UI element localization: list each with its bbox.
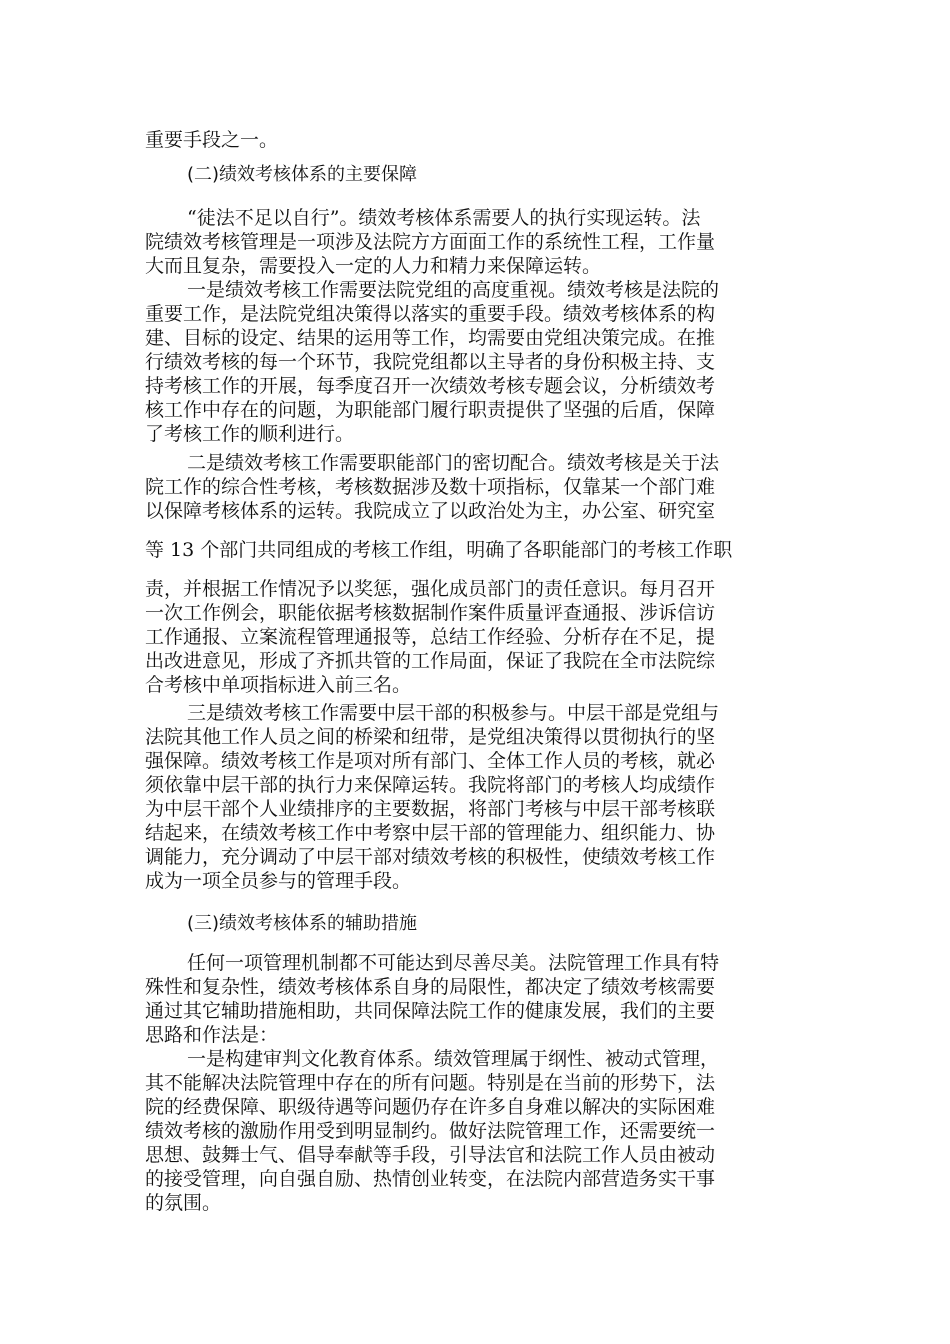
paragraph-line: 院工作的综合性考核，考核数据涉及数十项指标，仅靠某一个部门难 [145, 476, 716, 498]
paragraph-line: 一是绩效考核工作需要法院党组的高度重视。绩效考核是法院的 [187, 279, 720, 301]
paragraph-line: 任何一项管理机制都不可能达到尽善尽美。法院管理工作具有特 [187, 952, 720, 974]
paragraph-line: 一是构建审判文化教育体系。绩效管理属于纲性、被动式管理， [187, 1048, 720, 1070]
paragraph-line: 二是绩效考核工作需要职能部门的密切配合。绩效考核是关于法 [187, 452, 720, 474]
paragraph-line: 建、目标的设定、结果的运用等工作，均需要由党组决策完成。在推 [145, 327, 716, 349]
paragraph-line: 绩效考核的激励作用受到明显制约。做好法院管理工作，还需要统一 [145, 1120, 716, 1142]
paragraph-line: 其不能解决法院管理中存在的所有问题。特别是在当前的形势下，法 [145, 1072, 716, 1094]
paragraph-line: 大而且复杂，需要投入一定的人力和精力来保障运转。 [145, 255, 602, 277]
paragraph-line: 殊性和复杂性，绩效考核体系自身的局限性，都决定了绩效考核需要 [145, 976, 716, 998]
paragraph-line: 调能力，充分调动了中层干部对绩效考核的积极性，使绩效考核工作 [145, 846, 716, 868]
section-heading: (三)绩效考核体系的辅助措施 [187, 913, 418, 934]
paragraph-line: 责，并根据工作情况予以奖惩，强化成员部门的责任意识。每月召开 [145, 578, 716, 600]
paragraph-line: 了考核工作的顺利进行。 [145, 423, 355, 445]
paragraph-line: 重要手段之一。 [145, 129, 279, 151]
paragraph-line: 工作通报、立案流程管理通报等，总结工作经验、分析存在不足，提 [145, 626, 716, 648]
paragraph-line: 的接受管理，向自强自励、热情创业转变，在法院内部营造务实干事 [145, 1168, 716, 1190]
paragraph-line: 院绩效考核管理是一项涉及法院方方面面工作的系统性工程，工作量 [145, 231, 716, 253]
paragraph-line: 核工作中存在的问题，为职能部门履行职责提供了坚强的后盾，保障 [145, 399, 716, 421]
paragraph-line: 结起来，在绩效考核工作中考察中层干部的管理能力、组织能力、协 [145, 822, 716, 844]
paragraph-line: “徒法不足以自行”。绩效考核体系需要人的执行实现运转。法 [187, 207, 701, 229]
paragraph-line: 思路和作法是： [145, 1024, 279, 1046]
paragraph-line: 院的经费保障、职级待遇等问题仍存在许多自身难以解决的实际困难 [145, 1096, 716, 1118]
paragraph-line: 的氛围。 [145, 1192, 222, 1214]
paragraph-line: 以保障考核体系的运转。我院成立了以政治处为主，办公室、研究室 [145, 500, 716, 522]
paragraph-line: 为中层干部个人业绩排序的主要数据，将部门考核与中层干部考核联 [145, 798, 716, 820]
paragraph-line: 合考核中单项指标进入前三名。 [145, 674, 412, 696]
paragraph-line: 通过其它辅助措施相助，共同保障法院工作的健康发展，我们的主要 [145, 1000, 716, 1022]
paragraph-line: 强保障。绩效考核工作是项对所有部门、全体工作人员的考核，就必 [145, 750, 716, 772]
paragraph-line: 出改进意见，形成了齐抓共管的工作局面，保证了我院在全市法院综 [145, 650, 716, 672]
paragraph-line: 须依靠中层干部的执行力来保障运转。我院将部门的考核人均成绩作 [145, 774, 716, 796]
paragraph-line: 法院其他工作人员之间的桥梁和纽带，是党组决策得以贯彻执行的坚 [145, 726, 716, 748]
paragraph-line: 等 13 个部门共同组成的考核工作组，明确了各职能部门的考核工作职 [145, 539, 733, 561]
section-heading: (二)绩效考核体系的主要保障 [187, 164, 418, 185]
paragraph-line: 重要工作，是法院党组决策得以落实的重要手段。绩效考核体系的构 [145, 303, 716, 325]
paragraph-line: 思想、鼓舞士气、倡导奉献等手段，引导法官和法院工作人员由被动 [145, 1144, 716, 1166]
paragraph-line: 持考核工作的开展，每季度召开一次绩效考核专题会议，分析绩效考 [145, 375, 716, 397]
paragraph-line: 三是绩效考核工作需要中层干部的积极参与。中层干部是党组与 [187, 702, 720, 724]
paragraph-line: 一次工作例会，职能依据考核数据制作案件质量评查通报、涉诉信访 [145, 602, 716, 624]
paragraph-line: 行绩效考核的每一个环节，我院党组都以主导者的身份积极主持、支 [145, 351, 716, 373]
paragraph-line: 成为一项全员参与的管理手段。 [145, 870, 412, 892]
